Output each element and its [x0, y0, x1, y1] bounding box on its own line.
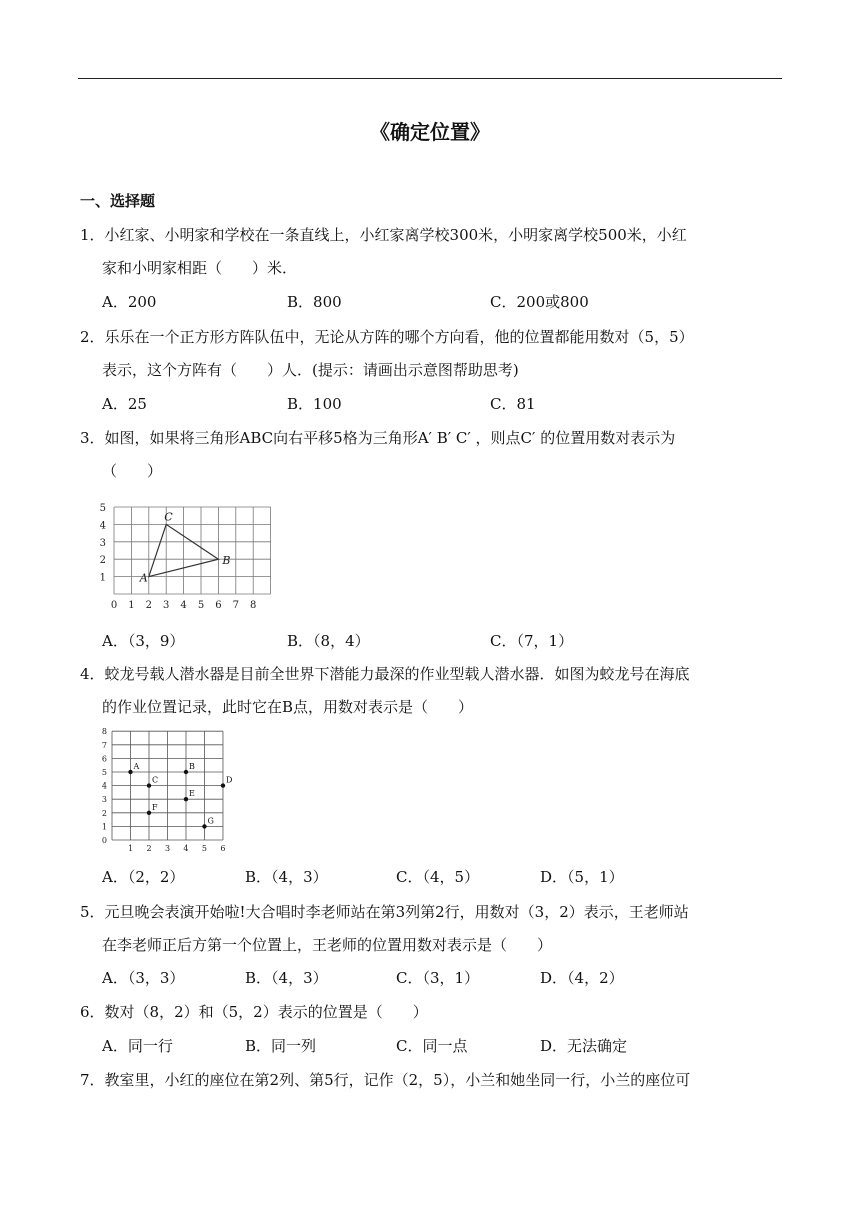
point-label-e: E	[188, 789, 195, 799]
question-2-line-2: 表示，这个方阵有（ ）人．(提示：请画出示意图帮助思考)	[102, 361, 519, 379]
point-a	[128, 770, 132, 774]
q3-option-b: B．（8，4）	[287, 632, 370, 650]
y-tick-label: 5	[99, 503, 106, 514]
question-1-line-2: 家和小明家相距（ ）米．	[102, 259, 298, 277]
y-tick-label: 0	[101, 836, 107, 845]
y-tick-label: 6	[101, 754, 107, 764]
q5-option-b: B．（4，3）	[245, 969, 328, 987]
q6-option-b: B．同一列	[245, 1037, 317, 1055]
x-tick-label: 6	[220, 844, 226, 853]
question-3-line-2: （ ）	[102, 462, 163, 480]
point-d	[221, 783, 225, 787]
y-tick-label: 2	[99, 555, 106, 567]
q2-option-a: A．25	[102, 395, 147, 413]
x-tick-label: 1	[128, 600, 135, 611]
q1-option-c: C．200或800	[490, 293, 589, 311]
y-tick-label: 8	[101, 728, 107, 737]
point-label-a: A	[139, 571, 148, 585]
x-tick-label: 2	[145, 600, 152, 611]
point-label-a: A	[133, 762, 140, 771]
q1-option-b: B．800	[287, 293, 342, 311]
point-g	[202, 824, 206, 828]
y-tick-label: 4	[99, 520, 106, 532]
point-label-b: B	[188, 762, 195, 771]
question-6-line-1: 6．数对（8，2）和（5，2）表示的位置是（ ）	[80, 1003, 428, 1021]
submarine-grid-svg	[96, 728, 246, 856]
q6-option-d: D．无法确定	[540, 1037, 628, 1055]
point-label-f: F	[151, 802, 158, 812]
x-tick-label: 1	[127, 844, 134, 853]
page-title: 《确定位置》	[370, 120, 490, 144]
header-rule	[78, 78, 782, 79]
point-b	[184, 770, 188, 774]
point-label-d: D	[225, 775, 233, 785]
triangle-grid-svg	[96, 496, 276, 614]
question-3-line-1: 3．如图，如果将三角形ABC向右平移5格为三角形A′ B′ C′ ，则点C′ 的位置用数对表示为	[80, 429, 676, 447]
point-label-c: C	[151, 775, 159, 785]
point-f	[147, 811, 151, 815]
q3-option-c: C．（7，1）	[490, 632, 574, 650]
question-1-line-1: 1．小红家、小明家和学校在一条直线上，小红家离学校300米，小明家离学校500米，小红	[80, 226, 687, 244]
question-4-line-1: 4．蛟龙号载人潜水器是目前全世界下潜能力最深的作业型载人潜水器．如图为蛟龙号在海底	[80, 665, 690, 683]
y-tick-label: 4	[101, 781, 107, 791]
x-tick-label: 0	[110, 600, 118, 611]
q4-option-d: D．（5，1）	[540, 868, 624, 886]
question-7-line-1: 7．教室里，小红的座位在第2列、第5行，记作（2，5），小兰和她坐同一行，小兰的座位可	[80, 1071, 691, 1089]
point-c	[147, 783, 151, 787]
q4-option-b: B．（4，3）	[245, 868, 328, 886]
question-5-line-2: 在李老师正后方第一个位置上，王老师的位置用数对表示是（ ）	[102, 936, 553, 954]
question-5-line-1: 5．元旦晚会表演开始啦!大合唱时李老师站在第3列第2行，用数对（3，2）表示，王老师站	[80, 903, 689, 921]
q5-option-a: A．（3，3）	[102, 969, 185, 987]
point-label-g: G	[207, 816, 214, 826]
y-tick-label: 3	[101, 795, 107, 805]
y-tick-label: 5	[101, 768, 107, 777]
q6-option-a: A．同一行	[102, 1037, 173, 1055]
x-tick-label: 6	[215, 600, 222, 611]
point-e	[184, 797, 188, 801]
q5-option-d: D．（4，2）	[540, 969, 624, 987]
section-heading: 一、选择题	[80, 192, 156, 210]
point-label-c: C	[164, 510, 173, 524]
triangle-grid-figure	[96, 496, 276, 618]
x-tick-label: 8	[250, 600, 257, 611]
x-tick-label: 3	[163, 600, 170, 611]
question-4-line-2: 的作业位置记录，此时它在B点，用数对表示是（ ）	[102, 698, 474, 716]
q2-option-c: C．81	[490, 395, 536, 413]
q3-option-a: A．（3，9）	[102, 632, 185, 650]
x-tick-label: 3	[164, 844, 171, 853]
q6-option-c: C．同一点	[396, 1037, 468, 1055]
q5-option-c: C．（3，1）	[396, 969, 480, 987]
y-tick-label: 1	[99, 572, 106, 584]
q4-option-c: C．（4，5）	[396, 868, 480, 886]
x-tick-label: 5	[201, 844, 208, 853]
point-label-b: B	[222, 554, 231, 568]
y-tick-label: 3	[99, 537, 106, 549]
y-tick-label: 7	[101, 740, 107, 750]
x-tick-label: 4	[183, 844, 189, 853]
x-tick-label: 7	[232, 600, 239, 611]
x-tick-label: 2	[146, 844, 152, 853]
q4-option-a: A．（2，2）	[102, 868, 185, 886]
q2-option-b: B．100	[287, 395, 342, 413]
x-tick-label: 5	[197, 600, 205, 611]
y-tick-label: 1	[101, 822, 107, 832]
question-2-line-1: 2．乐乐在一个正方形方阵队伍中，无论从方阵的哪个方向看，他的位置都能用数对（5，5）	[80, 328, 694, 346]
y-tick-label: 2	[101, 808, 107, 818]
submarine-grid-figure	[96, 728, 246, 860]
q1-option-a: A．200	[102, 293, 157, 311]
x-tick-label: 4	[180, 600, 187, 611]
